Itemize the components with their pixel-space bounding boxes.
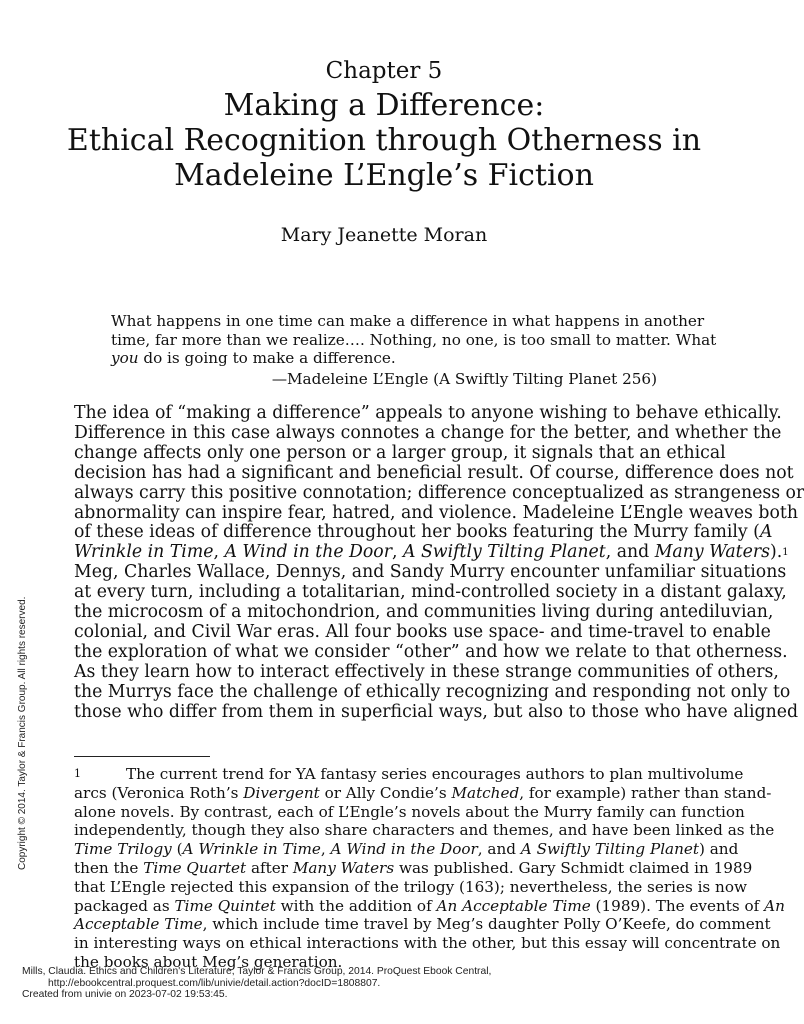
footnote-line	[74, 896, 785, 916]
body-line: change affects only one person or a larger group, it signals that an ethical	[74, 442, 726, 463]
footnote-line	[74, 840, 739, 859]
footnote-text: (	[171, 840, 183, 859]
footnote-line	[74, 783, 772, 803]
epigraph-line: What happens in one time can make a difference in what happens in another	[111, 312, 705, 330]
book-title: Divergent	[243, 783, 320, 802]
book-title: A Wind in the Door	[330, 840, 478, 859]
book-title: Many Waters	[292, 858, 395, 877]
epigraph	[111, 312, 717, 368]
book-title: An Acceptable Time	[436, 896, 591, 915]
book-title: A Wrinkle in Time	[182, 840, 321, 859]
body-line: The idea of “making a difference” appeals to anyone wishing to behave ethically.	[74, 403, 782, 423]
book-title: A Swiftly Tilting Planet	[520, 840, 699, 859]
body-line: the exploration of what we consider “other” and how we relate to that otherness.	[74, 641, 788, 662]
footnote-divider	[74, 756, 210, 757]
side-copyright	[17, 590, 31, 870]
footnote-line: in interesting ways on ethical interactions with the other, but this essay will concentrate on	[74, 934, 781, 953]
body-line: decision has had a significant and beneficial result. Of course, difference does not	[74, 462, 794, 483]
book-title: A Swiftly Tilting Planet	[402, 542, 606, 563]
footnote-line: alone novels. By contrast, each of L’Engle’s novels about the Murry family can function	[74, 802, 745, 821]
chapter-title-line: Ethical Recognition through Otherness in	[66, 123, 702, 158]
footnote-text: or Ally Condie’s	[319, 783, 452, 802]
chapter-number: Chapter 5	[325, 58, 443, 84]
body-line: always carry this positive connotation; difference conceptualized as strangeness or	[74, 482, 804, 503]
epigraph-attribution: —Madeleine L’Engle (A Swiftly Tilting Planet 256)	[271, 370, 657, 388]
book-title: An	[764, 896, 785, 915]
epigraph-line	[111, 349, 657, 368]
body-line: Difference in this case always connotes a change for the better, and whether the	[74, 422, 782, 443]
footnote-line	[74, 858, 753, 878]
body-line: abnormality can inspire fear, hatred, and violence. Madeleine L’Engle weaves both	[74, 502, 798, 523]
chapter-author: Mary Jeanette Moran	[280, 224, 488, 246]
book-title: Time Quartet	[143, 858, 247, 877]
footnote-line	[74, 765, 744, 784]
footnote-text: packaged as	[74, 896, 175, 915]
footnote-text: was published. Gary Schmidt claimed in 1989	[394, 858, 753, 877]
body-line: colonial, and Civil War eras. All four books use space- and time-travel to enable	[74, 621, 771, 642]
body-line: at every turn, including a totalitarian, mind-controlled society in a distant galaxy,	[74, 582, 787, 603]
footnote-mark: 1	[74, 767, 81, 780]
footnote-text: , which include time travel by Meg’s daughter Polly O’Keefe, do comment	[202, 915, 771, 934]
footnote-text: The current trend for YA fantasy series encourages authors to plan multivolume	[126, 765, 744, 783]
book-title: Wrinkle in Time	[74, 542, 214, 563]
side-copyright-text: Copyright © 2014. Taylor & Francis Group. All rights reserved.	[17, 596, 28, 870]
footnote-text: ) and	[698, 840, 739, 859]
chapter-title-line: Making a Difference:	[223, 88, 545, 123]
source-line: Mills, Claudia. Ethics and Children's Literature, Taylor & Francis Group, 2014. ProQuest Ebook Central,	[22, 966, 492, 977]
body-line: Meg, Charles Wallace, Dennys, and Sandy Murry encounter unfamiliar situations	[74, 562, 787, 583]
body-line: As they learn how to interact effectively in these strange communities of others,	[74, 661, 779, 682]
footnote-text: , and	[477, 840, 521, 859]
book-title: Acceptable Time	[74, 915, 203, 934]
footnote-line: independently, though they also share characters and themes, and have been linked as the	[74, 821, 775, 840]
body-line	[74, 542, 789, 563]
body-line: the Murrys face the challenge of ethically recognizing and responding not only to	[74, 681, 791, 702]
footnote-line: the books about Meg’s generation.	[74, 952, 343, 971]
source-citation	[22, 966, 491, 1001]
footnote-line: that L’Engle rejected this expansion of the trilogy (163); nevertheless, the series is now	[74, 877, 747, 896]
body-line: the microcosm of a mitochondrion, and communities living during antediluvian,	[74, 602, 774, 623]
body-line	[74, 522, 773, 543]
book-title: Many Waters	[654, 542, 770, 563]
body-line-text: ,	[213, 542, 225, 563]
body-line-text: ).	[769, 542, 783, 563]
body-paragraph	[74, 403, 804, 723]
footnote	[74, 765, 785, 972]
footnote-line	[74, 915, 771, 934]
footnote-text: then the	[74, 858, 144, 877]
chapter-title	[0, 88, 768, 193]
book-title: A Wind in the Door	[224, 542, 392, 563]
book-title: Time Quintet	[174, 896, 276, 915]
body-line-text: of these ideas of difference throughout her books featuring the Murry family (	[74, 522, 760, 543]
source-line: Created from univie on 2023-07-02 19:53:45.	[22, 989, 228, 1001]
epigraph-line: time, far more than we realize…. Nothing, no one, is too small to matter. What	[111, 330, 717, 349]
footnote-text: with the addition of	[275, 896, 437, 915]
body-line-text: , and	[605, 542, 655, 563]
epigraph-line-rest: do is going to make a difference.	[138, 349, 396, 368]
chapter-title-line: Madeleine L’Engle’s Fiction	[174, 158, 594, 193]
epigraph-emphasis: you	[111, 349, 139, 368]
footnote-reference[interactable]: 1	[782, 547, 789, 559]
footnote-text: after	[246, 858, 293, 877]
book-title: A	[759, 522, 773, 543]
book-title: Time Trilogy	[74, 840, 172, 859]
body-line: those who differ from them in superficial ways, but also to those who have aligned	[74, 701, 799, 722]
body-line-text: ,	[391, 542, 403, 563]
source-url[interactable]: http://ebookcentral.proquest.com/lib/univie/detail.action?docID=1808807.	[48, 977, 381, 989]
footnote-text: , for example) rather than stand-	[519, 783, 772, 802]
footnote-text: ,	[320, 840, 331, 859]
book-title: Matched	[451, 783, 520, 802]
footnote-text: (1989). The events of	[590, 896, 765, 915]
footnote-text: arcs (Veronica Roth’s	[74, 783, 244, 802]
